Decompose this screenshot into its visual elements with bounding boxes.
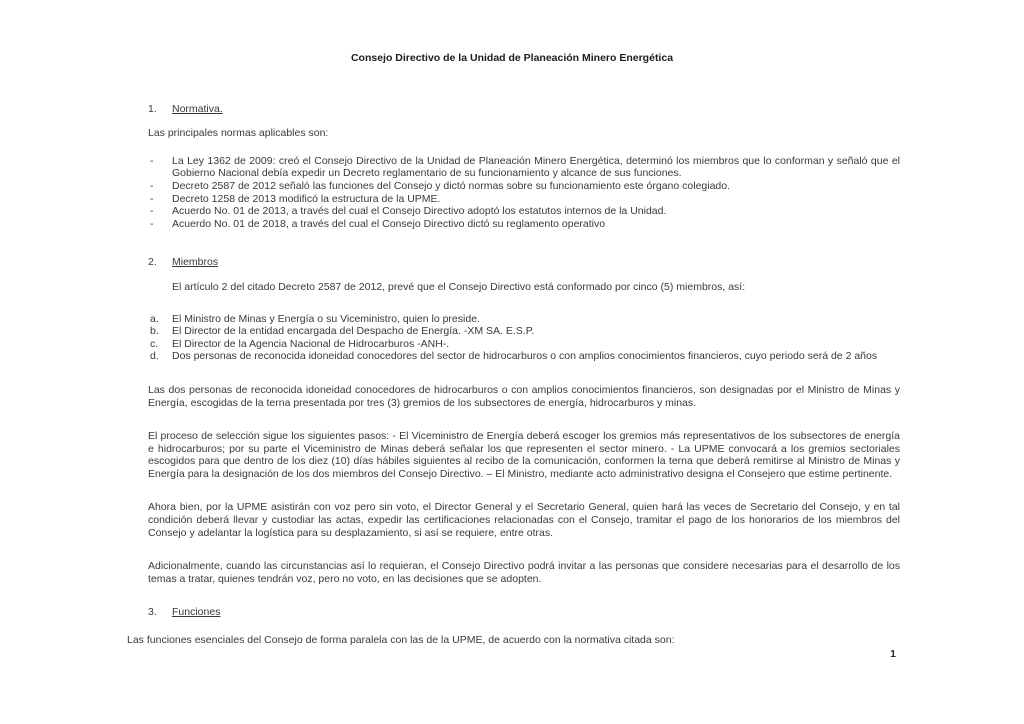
list-item	[148, 180, 900, 193]
section-number: 2.	[148, 256, 157, 269]
list-item-text: La Ley 1362 de 2009: creó el Consejo Directivo de la Unidad de Planeación Minero Energética, determinó los miembros que lo conforman y señaló que el Gobierno Nacional debía expedir un Decreto reglamentario de su funcionamiento y alcance de sus funciones.	[172, 154, 900, 180]
section-label: Funciones	[172, 606, 221, 619]
miembros-list	[148, 313, 900, 363]
paragraph-secretario: Ahora bien, por la UPME asistirán con voz pero sin voto, el Director General y el Secretario General, quien hará las veces de Secretario del Consejo, y en tal condición deberá llevar y custodiar las actas, expedir las certificaciones relacionadas con el Consejo, tramitar el pago de los honorarios de los miembros del Consejo y adelantar la logística para su desplazamiento, si así se requiere, entre otras.	[148, 501, 900, 539]
paragraph-proceso-seleccion: El proceso de selección sigue los siguientes pasos: - El Viceministro de Energía deberá escoger los gremios más representativos de los subsectores de energía e hidrocarburos; por su parte el Viceministro de Minas deberá señalar los que representen el sector minero. - La UPME convocará a los gremios sectoriales escogidos para que dentro de los diez (10) días hábiles siguientes al recibo de la comunicación, conformen la terna que deberá remitirse al Ministro de Minas y Energía para la designación de los dos miembros del Consejo Directivo. – El Ministro, mediante acto administrativo designa el Consejero que estime pertinente.	[148, 430, 900, 480]
list-item-text: El Director de la entidad encargada del Despacho de Energía. -XM SA. E.S.P.	[172, 325, 535, 338]
section-label: Normativa.	[172, 102, 223, 115]
list-item-text: Decreto 2587 de 2012 señaló las funciones del Consejo y dictó normas sobre su funcionamiento este órgano colegiado.	[172, 179, 731, 192]
funciones-intro: Las funciones esenciales del Consejo de forma paralela con las de la UPME, de acuerdo con la normativa citada son:	[127, 634, 675, 647]
list-item	[148, 193, 900, 206]
section-heading-normativa	[148, 103, 900, 116]
list-item	[148, 218, 900, 231]
list-item	[148, 350, 900, 363]
list-item	[148, 338, 900, 351]
section-number: 1.	[148, 102, 157, 115]
list-item-text: Acuerdo No. 01 de 2018, a través del cual el Consejo Directivo dictó su reglamento operativo	[172, 217, 606, 230]
normativa-list	[148, 155, 900, 231]
miembros-intro: El artículo 2 del citado Decreto 2587 de 2012, prevé que el Consejo Directivo está conformado por cinco (5) miembros, así:	[172, 280, 746, 293]
document-title: Consejo Directivo de la Unidad de Planeación Minero Energética	[350, 52, 674, 64]
section-number: 3.	[148, 606, 157, 619]
list-item-text: El Ministro de Minas y Energía o su Viceministro, quien lo preside.	[172, 312, 480, 325]
list-item	[148, 325, 900, 338]
list-item-text: Decreto 1258 de 2013 modificó la estructura de la UPME.	[172, 192, 441, 205]
list-item-text: El Director de la Agencia Nacional de Hidrocarburos -ANH-.	[172, 337, 450, 350]
section-heading-miembros	[148, 256, 900, 269]
list-marker: -	[150, 192, 154, 205]
list-marker: -	[150, 179, 154, 192]
list-marker: -	[150, 205, 154, 218]
list-marker: b.	[150, 325, 159, 338]
list-item-text: Acuerdo No. 01 de 2013, a través del cual el Consejo Directivo adoptó los estatutos internos de la Unidad.	[172, 205, 667, 218]
paragraph-designacion: Las dos personas de reconocida idoneidad conocedores de hidrocarburos o con amplios conocimientos financieros, son designadas por el Ministro de Minas y Energía, escogidas de la terna presentada por tres (3) gremios de los subsectores de energía, hidrocarburos y minas.	[148, 383, 900, 409]
list-item	[148, 205, 900, 218]
page-number: 1	[890, 648, 896, 660]
list-marker: a.	[150, 312, 159, 325]
section-label: Miembros	[172, 256, 219, 269]
list-item-text: Dos personas de reconocida idoneidad conocedores del sector de hidrocarburos o con amplios conocimientos financieros, cuyo periodo será de 2 años	[172, 350, 878, 363]
section-heading-funciones	[148, 606, 900, 619]
list-item	[148, 313, 900, 326]
list-marker: -	[150, 217, 154, 230]
paragraph-invitados: Adicionalmente, cuando las circunstancias así lo requieran, el Consejo Directivo podrá invitar a las personas que considere necesarias para el desarrollo de los temas a tratar, quienes tendrán voz, pero no voto, en las decisiones que se adopten.	[148, 560, 900, 585]
list-item	[148, 155, 900, 180]
list-marker: d.	[150, 350, 159, 363]
normativa-intro: Las principales normas aplicables son:	[148, 127, 329, 140]
list-marker: c.	[150, 337, 159, 350]
list-marker: -	[150, 154, 154, 167]
